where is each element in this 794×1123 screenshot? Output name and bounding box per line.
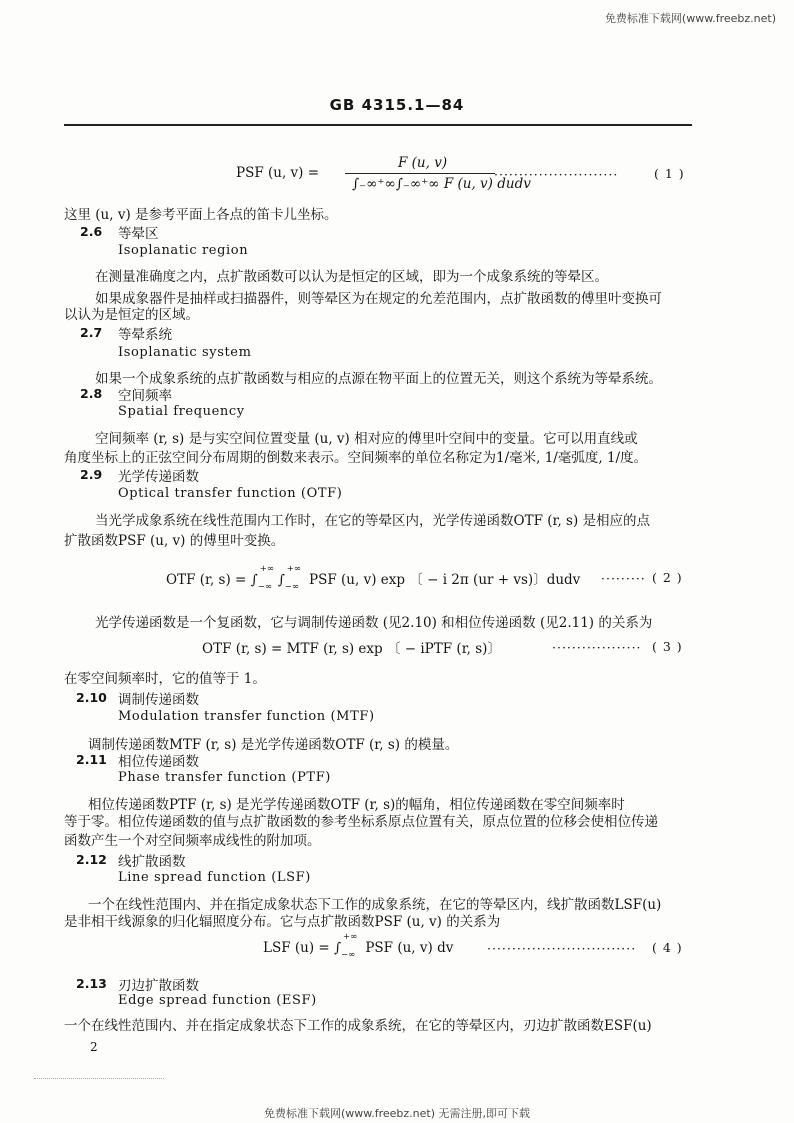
section-2-6-english: Isoplanatic region: [118, 243, 249, 258]
section-2-10-number: 2.10: [76, 690, 107, 705]
section-2-7-number: 2.7: [80, 325, 103, 340]
eq1-fraction-bar: [345, 173, 495, 174]
watermark-top: 免费标准下载网(www.freebz.net): [604, 12, 776, 25]
integral-sign: ∫: [277, 572, 285, 588]
eq1-numerator: F (u, v): [398, 155, 448, 171]
section-2-9-number: 2.9: [80, 467, 103, 482]
section-2-7-english: Isoplanatic system: [118, 345, 252, 360]
section-2-9-english: Optical transfer function (OTF): [118, 486, 343, 501]
section-2-6-title: 等晕区: [118, 226, 159, 242]
eq4-lhs: LSF (u) =: [263, 940, 330, 956]
standard-header: GB 4315.1—84: [329, 96, 465, 114]
section-2-12-english: Line spread function (LSF): [118, 870, 311, 885]
section-2-8-title: 空间频率: [118, 388, 172, 404]
eq2-lhs: OTF (r, s) =: [166, 572, 247, 588]
section-2-6-number: 2.6: [80, 224, 103, 239]
section-2-11-title: 相位传递函数: [118, 754, 199, 770]
integral-sign: ∫: [250, 572, 258, 588]
para-2-11-a: 相位传递函数PTF (r, s) 是光学传递函数OTF (r, s)的幅角，相位传递函数在零空间频率时: [88, 797, 625, 813]
para-2-6-b2: 以认为是恒定的区域。: [64, 307, 199, 323]
para-2-11-c: 函数产生一个对空间频率成线性的附加项。: [64, 833, 321, 849]
section-2-10-title: 调制传递函数: [118, 692, 199, 708]
section-2-7-title: 等晕系统: [118, 327, 172, 343]
eq4-rhs: PSF (u, v) dv: [365, 940, 454, 956]
para-2-8-a: 空间频率 (r, s) 是与实空间位置变量 (u, v) 相对应的傅里叶空间中的变量。它可以用直线或: [95, 431, 638, 447]
integral-limits: +∞ −∞: [257, 564, 274, 592]
section-2-13-title: 刃边扩散函数: [118, 978, 199, 994]
para-2-12-b: 是非相干线源象的归化辐照度分布。它与点扩散函数PSF (u, v) 的关系为: [64, 914, 501, 930]
integral-sign: ∫: [334, 940, 342, 956]
section-2-12-number: 2.12: [76, 852, 107, 867]
section-2-10-english: Modulation transfer function (MTF): [118, 709, 375, 724]
coord-note: 这里 (u, v) 是参考平面上各点的笛卡儿坐标。: [64, 207, 338, 223]
para-2-9-a: 当光学成象系统在线性范围内工作时，在它的等晕区内，光学传递函数OTF (r, s) 是相应的点: [95, 513, 651, 529]
para-2-7: 如果一个成象系统的点扩散函数与相应的点源在物平面上的位置无关，则这个系统为等晕系统。: [95, 371, 662, 387]
section-2-12-title: 线扩散函数: [118, 854, 186, 870]
para-2-11-b: 等于零。相位传递函数的值与点扩散函数的参考坐标系原点位置有关，原点位置的位移会使相位传递: [64, 814, 658, 830]
eq1-leader-dots: ·························: [494, 167, 619, 182]
section-2-8-number: 2.8: [80, 386, 103, 401]
equation-2: [166, 564, 581, 592]
para-2-10: 调制传递函数MTF (r, s) 是光学传递函数OTF (r, s) 的模量。: [88, 737, 459, 753]
eq1-denominator: ∫₋∞⁺∞∫₋∞⁺∞ F (u, v) dudv: [352, 176, 531, 192]
para-2-8-b: 角度坐标上的正弦空间分布周期的倒数来表示。空间频率的单位名称定为1/毫米, 1/毫弧度, 1/度。: [64, 450, 648, 466]
para-2-12-a: 一个在线性范围内、并在指定成象状态下工作的成象系统，在它的等晕区内，线扩散函数LSF(u): [88, 897, 662, 913]
section-2-11-english: Phase transfer function (PTF): [118, 770, 331, 785]
section-2-11-number: 2.11: [76, 752, 107, 767]
eq1-lhs: PSF (u, v) =: [236, 165, 320, 181]
para-2-9-d: 在零空间频率时，它的值等于 1。: [64, 671, 266, 687]
eq4-number: ( 4 ): [652, 940, 683, 955]
section-2-13-number: 2.13: [76, 976, 107, 991]
section-2-8-english: Spatial frequency: [118, 404, 245, 419]
eq3-number: ( 3 ): [652, 639, 683, 654]
eq2-number: ( 2 ): [652, 570, 683, 585]
para-2-9-c: 光学传递函数是一个复函数，它与调制传递函数 (见2.10) 和相位传递函数 (见2.11) 的关系为: [95, 615, 653, 631]
eq4-leader-dots: ······························: [487, 941, 637, 956]
integral-limits: +∞ −∞: [341, 932, 358, 960]
equation-4: [263, 932, 454, 960]
para-2-6-a: 在测量准确度之内，点扩散函数可以认为是恒定的区域，即为一个成象系统的等晕区。: [95, 269, 608, 285]
scan-artifact: [34, 1078, 164, 1079]
eq1-number: ( 1 ): [654, 166, 685, 181]
header-rule: [64, 124, 692, 126]
eq3-leader-dots: ··················: [552, 640, 642, 655]
para-2-9-b: 扩散函数PSF (u, v) 的傅里叶变换。: [64, 533, 285, 549]
page-number: 2: [90, 1040, 98, 1054]
eq2-rhs: PSF (u, v) exp 〔 − i 2π (ur + vs)〕dudv: [309, 572, 581, 588]
section-2-13-english: Edge spread function (ESF): [118, 993, 317, 1008]
section-2-9-title: 光学传递函数: [118, 469, 199, 485]
eq2-leader-dots: ·········: [601, 571, 646, 586]
para-2-13: 一个在线性范围内、并在指定成象状态下工作的成象系统，在它的等晕区内，刃边扩散函数ESF(u): [64, 1018, 652, 1034]
watermark-bottom: 免费标准下载网(www.freebz.net) 无需注册,即可下载: [263, 1107, 531, 1120]
equation-3: OTF (r, s) = MTF (r, s) exp 〔 − iPTF (r, s)〕: [202, 641, 501, 657]
para-2-6-b1: 如果成象器件是抽样或扫描器件，则等晕区为在规定的允差范围内，点扩散函数的傅里叶变换可: [95, 291, 662, 307]
integral-limits: +∞ −∞: [284, 564, 301, 592]
